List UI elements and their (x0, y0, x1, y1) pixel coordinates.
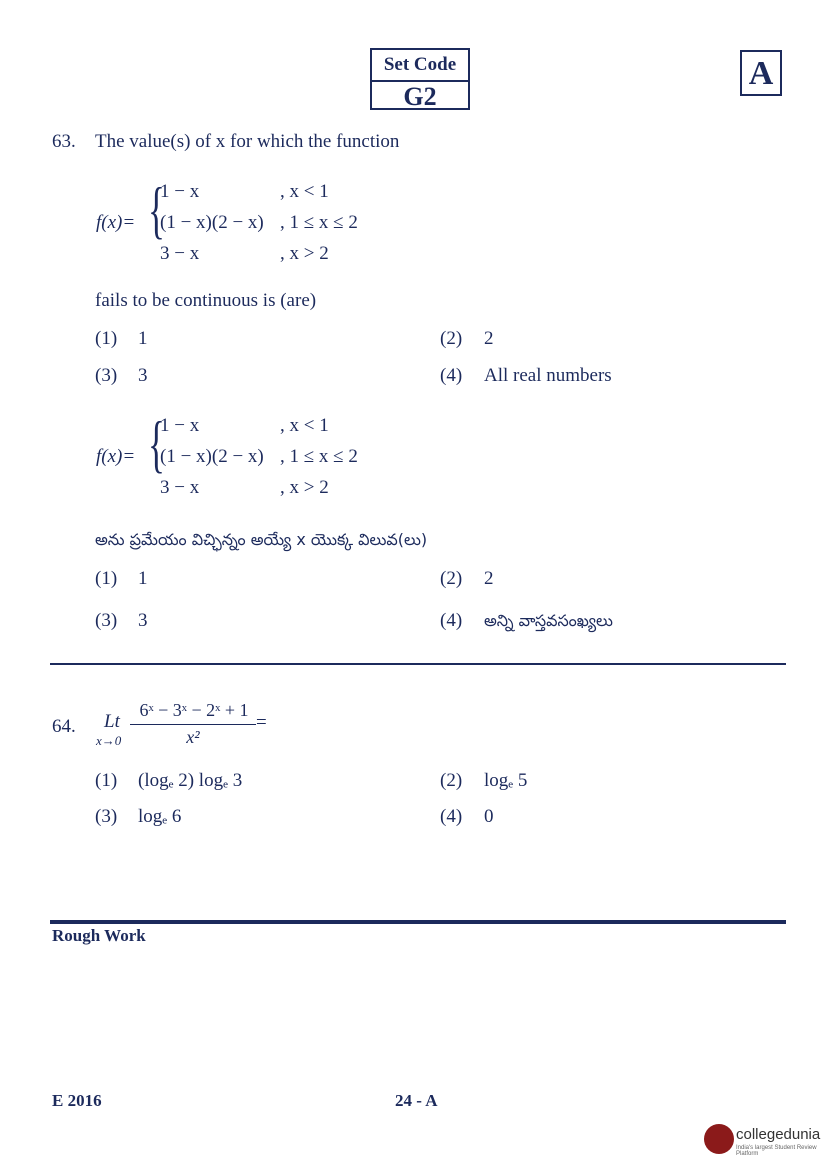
rough-work-rule (50, 920, 786, 924)
q63-piece1-expr: 1 − x (160, 181, 200, 202)
q64-opt2-num: (2) (440, 770, 463, 791)
q63-stem: The value(s) of x for which the function (95, 131, 400, 152)
q64-opt4-text: 0 (484, 806, 494, 827)
q63-opt1-num: (1) (95, 328, 118, 349)
collegedunia-logo-icon (704, 1124, 734, 1154)
q64-opt3-text: logₑ 6 (138, 806, 182, 827)
q63-opt2-num: (2) (440, 328, 463, 349)
q63-number: 63. (52, 131, 76, 152)
q63-te-opt4-text: అన్ని వాస్తవసంఖ్యలు (484, 611, 613, 630)
q63-opt4-num: (4) (440, 365, 463, 386)
q63-te-piece3-cond: , x > 2 (280, 477, 329, 498)
q64-numerator: 6ˣ − 3ˣ − 2ˣ + 1 (139, 700, 249, 720)
q63-piece3-cond: , x > 2 (280, 243, 329, 264)
q64-equals: = (256, 712, 267, 733)
q64-number: 64. (52, 716, 76, 737)
q63-te-opt1-text: 1 (138, 568, 148, 589)
rough-work-label: Rough Work (52, 926, 146, 945)
q63-te-opt3-num: (3) (95, 610, 118, 631)
q64-opt3-num: (3) (95, 806, 118, 827)
q63-fx-1: f(x)= (96, 212, 136, 233)
q63-te-opt3-text: 3 (138, 610, 148, 631)
q63-fx-2: f(x)= (96, 446, 136, 467)
set-code-value: G2 (403, 82, 437, 111)
set-code-label: Set Code (372, 50, 468, 82)
watermark-brand: collegedunia (736, 1126, 821, 1143)
q64-opt1-text: (logₑ 2) logₑ 3 (138, 770, 243, 791)
q63-tail: fails to be continuous is (are) (95, 290, 317, 311)
q63-opt3-num: (3) (95, 365, 118, 386)
q64-opt2-text: logₑ 5 (484, 770, 528, 791)
q64-denominator: x² (186, 727, 200, 747)
q64-opt4-num: (4) (440, 806, 463, 827)
q64-fraction-bar (130, 724, 256, 725)
q63-te-piece3-expr: 3 − x (160, 477, 200, 498)
q63-te-piece1-expr: 1 − x (160, 415, 200, 436)
q63-te-opt2-text: 2 (484, 568, 494, 589)
footer-page-number: 24 - A (395, 1091, 438, 1110)
q64-opt1-num: (1) (95, 770, 118, 791)
set-code-box (370, 48, 470, 110)
q63-brace-1: { (148, 174, 165, 245)
q63-brace-2: { (148, 408, 165, 479)
q63-opt2-text: 2 (484, 328, 494, 349)
q63-piece2-cond: , 1 ≤ x ≤ 2 (280, 212, 358, 233)
q63-opt1-text: 1 (138, 328, 148, 349)
watermark-tagline: India's largest Student Review Platform (736, 1145, 817, 1157)
q63-te-tail: అను ప్రమేయం విచ్ఛిన్నం అయ్యే x యొక్క విలువ(లు) (95, 530, 428, 549)
question-divider (50, 663, 786, 665)
q63-te-opt1-num: (1) (95, 568, 118, 589)
q63-te-piece1-cond: , x < 1 (280, 415, 329, 436)
q63-te-opt2-num: (2) (440, 568, 463, 589)
footer-exam-code: E 2016 (52, 1091, 102, 1110)
q63-te-piece2-cond: , 1 ≤ x ≤ 2 (280, 446, 358, 467)
q64-lt: Lt (104, 711, 120, 732)
q63-te-piece2-expr: (1 − x)(2 − x) (160, 446, 264, 467)
q64-lt-sub: x→0 (96, 733, 122, 748)
q63-te-opt4-num: (4) (440, 610, 463, 631)
q63-piece3-expr: 3 − x (160, 243, 200, 264)
q63-opt3-text: 3 (138, 365, 148, 386)
q63-piece1-cond: , x < 1 (280, 181, 329, 202)
version-box: A (740, 50, 782, 96)
q63-opt4-text: All real numbers (484, 365, 612, 386)
q63-piece2-expr: (1 − x)(2 − x) (160, 212, 264, 233)
